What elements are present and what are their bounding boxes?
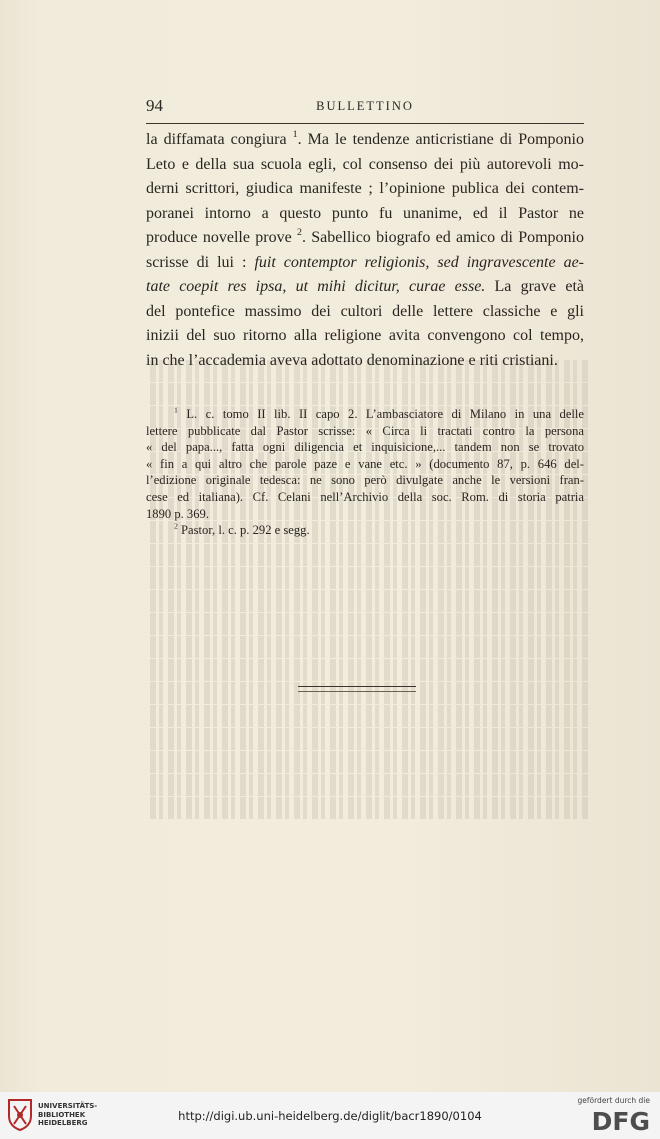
body-line: scrisse di lui : fuit contemptor religionis, sed ingravescente ae- bbox=[146, 253, 584, 271]
page-number: 94 bbox=[146, 96, 163, 115]
footnote-line: « fin a qui altro che parole paze e vane etc. » (documento 87, p. 646 del- bbox=[146, 456, 584, 471]
footnote-line: $^1$ L. c. tomo II lib. II capo 2. L’ambasciatore di Milano in una delle bbox=[174, 405, 584, 421]
footnote-ref[interactable]: 2 bbox=[297, 227, 302, 239]
header-rule bbox=[146, 123, 584, 124]
sponsor-label: gefördert durch die bbox=[577, 1096, 650, 1105]
body-line: tate coepit res ipsa, ut mihi dicitur, curae esse. La grave età bbox=[146, 278, 584, 295]
body-line: del pontefice massimo dei cultori delle lettere classiche e gli bbox=[146, 302, 584, 320]
footnote-line: $^2$ Pastor, l. c. p. 292 e segg. bbox=[174, 521, 310, 538]
footnote-line: cese ed italiana). Cf. Celani nell’Archivio della soc. Rom. di storia patria bbox=[146, 489, 584, 504]
ornamental-rule bbox=[298, 686, 416, 692]
institution-name[interactable]: UNIVERSITÄTS- BIBLIOTHEK HEIDELBERG bbox=[38, 1102, 98, 1127]
footnote-line: l’edizione originale tedesca: ne sono però divulgate anche le versioni fran- bbox=[146, 473, 584, 488]
permalink-url[interactable]: http://digi.ub.uni-heidelberg.de/diglit/bacr1890/0104 bbox=[178, 1109, 482, 1123]
body-line: derni scrittori, giudica manifeste ; l’opinione publica dei contem- bbox=[146, 180, 584, 197]
footnote-marker: 2 bbox=[174, 521, 178, 531]
body-line: poranei intorno a questo punto fu unanime, ed il Pastor ne bbox=[146, 204, 584, 222]
body-line: la diffamata congiura $^1$. Ma le tendenze anticristiane di Pomponio bbox=[146, 129, 584, 148]
footnotes bbox=[146, 406, 584, 539]
body-line: produce novelle prove $^2$. Sabellico biografo ed amico di Pomponio bbox=[146, 227, 584, 246]
body-line: in che l’accademia aveva adottato denominazione e riti cristiani. bbox=[146, 351, 558, 369]
body-line: Leto e della sua scuola egli, col consenso dei più autorevoli mo- bbox=[146, 155, 584, 173]
footnote-marker: 1 bbox=[174, 405, 178, 415]
body-paragraph bbox=[146, 128, 584, 373]
footnote-line: lettere pubblicate dal Pastor scrisse: « Circa li tractati contro la persona bbox=[146, 423, 584, 438]
running-title: BULLETTINO bbox=[316, 99, 414, 113]
latin-quote: tate coepit res ipsa, ut mihi dicitur, curae esse. bbox=[146, 278, 486, 295]
footnote-line: 1890 p. 369. bbox=[146, 506, 209, 521]
running-head bbox=[146, 96, 584, 122]
footnote-ref[interactable]: 1 bbox=[292, 129, 298, 141]
latin-quote: fuit contemptor religionis, sed ingravescente ae- bbox=[254, 253, 584, 271]
footnote-line: « del papa..., fatta ogni diligencia et inquisicione,... tandem non se trovato bbox=[146, 440, 584, 455]
dfg-logo-icon[interactable]: DFG bbox=[591, 1107, 650, 1136]
body-line: inizii del suo ritorno alla religione avita convengono col tempo, bbox=[146, 327, 584, 344]
